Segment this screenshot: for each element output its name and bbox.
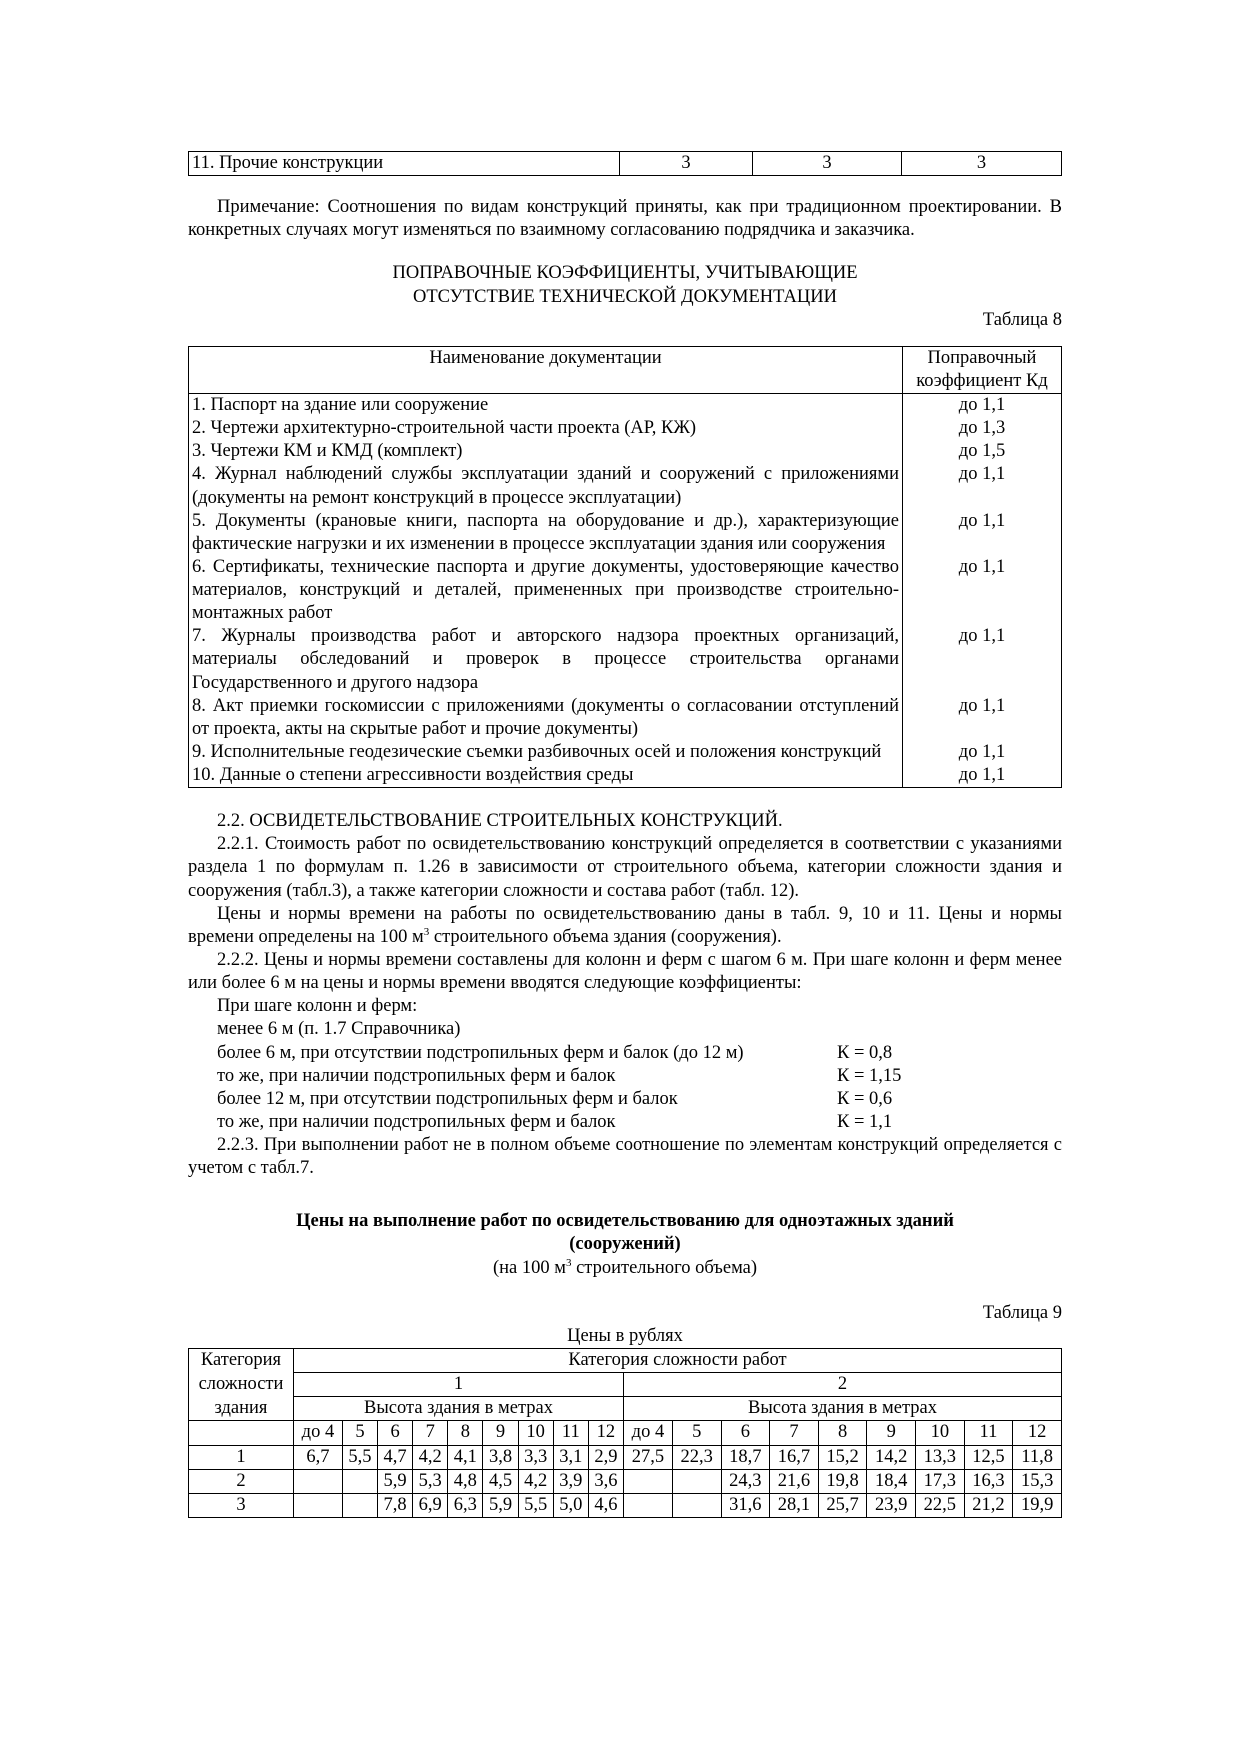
height-header: 12 [588, 1421, 623, 1445]
table-9-subheading [188, 1257, 1062, 1280]
price-cell: 15,2 [818, 1445, 867, 1469]
heading-line: Цены на выполнение работ по освидетельствованию для одноэтажных зданий [296, 1211, 954, 1232]
coefficient-value: К = 0,8 [837, 1042, 893, 1063]
price-cell [624, 1493, 673, 1517]
table-row [189, 625, 1062, 694]
table-header-row [189, 1373, 1062, 1397]
section-title: 2.2. ОСВИДЕТЕЛЬСТВОВАНИЕ СТРОИТЕЛЬНЫХ КОНСТРУКЦИЙ. [217, 811, 783, 832]
price-cell [294, 1469, 343, 1493]
heading-line: (сооружений) [569, 1234, 681, 1255]
price-cell [624, 1469, 673, 1493]
price-cell: 13,3 [916, 1445, 965, 1469]
coefficient-cell: до 1,5 [903, 440, 1062, 463]
coefficient-label: более 12 м, при отсутствии подстропильных ферм и балок [217, 1088, 678, 1109]
coefficient-cell: до 1,1 [903, 625, 1062, 694]
paragraph-line: При шаге колонн и ферм: [217, 996, 418, 1017]
table-cell: 3 [620, 152, 753, 176]
price-cell: 15,3 [1013, 1469, 1062, 1493]
height-header: 12 [1013, 1421, 1062, 1445]
column-header: Высота здания в метрах [624, 1397, 1062, 1421]
price-cell [672, 1469, 721, 1493]
height-header: 7 [413, 1421, 448, 1445]
height-header: 5 [672, 1421, 721, 1445]
price-cell: 23,9 [867, 1493, 916, 1517]
price-cell: 31,6 [721, 1493, 770, 1517]
coefficient-cell: до 1,1 [903, 556, 1062, 625]
coefficient-cell: до 1,1 [903, 510, 1062, 556]
document-name-cell: 6. Сертификаты, технические паспорта и другие документы, удостоверяющие качество материалов, конструкций и деталей, примененных при производстве строительно-монтажных работ [189, 556, 903, 625]
height-header: 8 [448, 1421, 483, 1445]
superscript: 3 [423, 925, 430, 938]
height-header: 7 [770, 1421, 819, 1445]
height-header: 10 [916, 1421, 965, 1445]
price-cell: 24,3 [721, 1469, 770, 1493]
price-cell: 11,8 [1013, 1445, 1062, 1469]
price-cell: 16,3 [964, 1469, 1013, 1493]
price-cell: 3,1 [553, 1445, 588, 1469]
height-header: 9 [483, 1421, 518, 1445]
price-cell: 4,6 [588, 1493, 623, 1517]
price-cell: 12,5 [964, 1445, 1013, 1469]
price-cell: 5,9 [378, 1469, 413, 1493]
document-name-cell: 2. Чертежи архитектурно-строительной части проекта (АР, КЖ) [189, 417, 903, 440]
price-cell: 14,2 [867, 1445, 916, 1469]
height-header: до 4 [294, 1421, 343, 1445]
subheading-text: строительного объема) [571, 1257, 758, 1278]
coefficient-label: то же, при наличии подстропильных ферм и балок [217, 1111, 616, 1132]
document-name-cell: 3. Чертежи КМ и КМД (комплект) [189, 440, 903, 463]
paragraph: 2.2.2. Цены и нормы времени составлены для колонн и ферм с шагом 6 м. При шаге колонн и ферм менее или более 6 м на цены и нормы времени вводятся следующие коэффициенты: [188, 950, 1062, 994]
paragraph: 2.2.3. При выполнении работ не в полном объеме соотношение по элементам конструкций определяется с учетом с табл.7. [188, 1135, 1062, 1179]
heading-line: ОТСУТСТВИЕ ТЕХНИЧЕСКОЙ ДОКУМЕНТАЦИИ [413, 286, 837, 307]
superscript: 3 [565, 1256, 572, 1269]
table-9 [188, 1348, 1062, 1518]
column-header: здания [189, 1397, 294, 1421]
table-8 [188, 346, 1062, 788]
document-name-cell: 9. Исполнительные геодезические съемки разбивочных осей и положения конструкций [189, 741, 903, 764]
document-name-cell: 8. Акт приемки госкомиссии с приложениями (документы о согласовании отступлений от проекта, акты на скрытые работ и прочие документы) [189, 695, 903, 741]
price-cell: 3,3 [518, 1445, 553, 1469]
price-cell: 4,8 [448, 1469, 483, 1493]
column-header: Высота здания в метрах [294, 1397, 624, 1421]
table-caption: Цены в рублях [567, 1325, 683, 1346]
price-cell: 5,3 [413, 1469, 448, 1493]
document-page [188, 151, 1062, 1518]
table-header-row [189, 1397, 1062, 1421]
height-header: 11 [553, 1421, 588, 1445]
price-cell [342, 1493, 377, 1517]
price-cell: 4,1 [448, 1445, 483, 1469]
price-cell: 3,8 [483, 1445, 518, 1469]
price-cell: 7,8 [378, 1493, 413, 1517]
table-row [189, 1445, 1062, 1469]
coefficient-value: К = 1,1 [837, 1111, 893, 1132]
price-cell: 19,8 [818, 1469, 867, 1493]
price-cell [672, 1493, 721, 1517]
table-row [189, 1493, 1062, 1517]
table-header-row [189, 1349, 1062, 1373]
empty-cell [189, 1421, 294, 1445]
price-cell: 22,5 [916, 1493, 965, 1517]
document-name-cell: 1. Паспорт на здание или сооружение [189, 394, 903, 418]
coefficient-cell: до 1,1 [903, 463, 1062, 509]
coefficient-cell: до 1,1 [903, 394, 1062, 418]
price-cell: 25,7 [818, 1493, 867, 1517]
price-cell: 19,9 [1013, 1493, 1062, 1517]
subheading-text: (на 100 м [492, 1257, 566, 1278]
column-header: сложности [189, 1373, 294, 1397]
height-header: 6 [721, 1421, 770, 1445]
table-header-row [189, 346, 1062, 393]
coefficient-value: К = 1,15 [837, 1065, 902, 1086]
table-number: Таблица 9 [982, 1302, 1062, 1323]
height-header: до 4 [624, 1421, 673, 1445]
price-cell: 2,9 [588, 1445, 623, 1469]
paragraph-text: строительного объема здания (сооружения). [429, 926, 782, 947]
coefficient-list [188, 1042, 1062, 1135]
document-name-cell: 4. Журнал наблюдений службы эксплуатации зданий и сооружений с приложениями (документы на ремонт конструкций в процессе эксплуатации) [189, 463, 903, 509]
price-cell: 5,5 [342, 1445, 377, 1469]
paragraph: 2.2.1. Стоимость работ по освидетельствованию конструкций определяется в соответствии с указаниями раздела 1 по формулам п. 1.26 в зависимости от строительного объема, категории сложности здания и сооружения (табл.3), а также категории сложности и состава работ (табл. 12). [188, 834, 1062, 901]
coefficient-cell: до 1,1 [903, 695, 1062, 741]
price-cell [342, 1469, 377, 1493]
price-cell: 17,3 [916, 1469, 965, 1493]
table-row [189, 394, 1062, 418]
height-header: 5 [342, 1421, 377, 1445]
price-cell: 27,5 [624, 1445, 673, 1469]
coefficient-cell: до 1,1 [903, 764, 1062, 788]
document-name-cell: 5. Документы (крановые книги, паспорта на оборудование и др.), характеризующие фактические нагрузки и их изменении в процессе эксплуатации здания или сооружения [189, 510, 903, 556]
price-cell: 21,6 [770, 1469, 819, 1493]
column-header: Поправочный коэффициент Кд [903, 346, 1062, 393]
height-header: 8 [818, 1421, 867, 1445]
column-header: Категория [189, 1349, 294, 1373]
price-cell: 4,7 [378, 1445, 413, 1469]
column-header: 2 [624, 1373, 1062, 1397]
document-name-cell: 10. Данные о степени агрессивности воздействия среды [189, 764, 903, 788]
height-header: 10 [518, 1421, 553, 1445]
price-cell: 6,9 [413, 1493, 448, 1517]
note-paragraph: Примечание: Соотношения по видам конструкций приняты, как при традиционном проектировании. В конкретных случаях могут изменяться по взаимному согласованию подрядчика и заказчика. [188, 197, 1062, 241]
price-cell: 4,5 [483, 1469, 518, 1493]
table-header-row [189, 1421, 1062, 1445]
paragraph [188, 903, 1062, 949]
table-9-heading [188, 1210, 1062, 1256]
coefficient-line [188, 1065, 1062, 1088]
heading-line: ПОПРАВОЧНЫЕ КОЭФФИЦИЕНТЫ, УЧИТЫВАЮЩИЕ [392, 263, 858, 284]
table-row [189, 764, 1062, 788]
table-number: Таблица 8 [982, 309, 1062, 330]
table-row [189, 463, 1062, 509]
price-cell: 5,0 [553, 1493, 588, 1517]
price-cell: 22,3 [672, 1445, 721, 1469]
column-header: 1 [294, 1373, 624, 1397]
price-cell: 6,3 [448, 1493, 483, 1517]
price-cell: 5,9 [483, 1493, 518, 1517]
coefficient-label: то же, при наличии подстропильных ферм и балок [217, 1065, 616, 1086]
paragraph-text: Цены и нормы времени на работы по освидетельствованию даны в табл. 9, 10 и 11. Цены и нормы времени определены на 100 м [188, 903, 1062, 947]
column-header: Наименование документации [189, 346, 903, 393]
column-header: Категория сложности работ [294, 1349, 1062, 1373]
table-7-tail [188, 151, 1062, 176]
price-cell: 3,9 [553, 1469, 588, 1493]
price-cell: 18,7 [721, 1445, 770, 1469]
table-cell: 3 [753, 152, 902, 176]
coefficient-value: К = 0,6 [837, 1088, 893, 1109]
coefficient-cell: до 1,3 [903, 417, 1062, 440]
table-cell: 11. Прочие конструкции [189, 152, 620, 176]
height-header: 6 [378, 1421, 413, 1445]
height-header: 9 [867, 1421, 916, 1445]
paragraph-line: менее 6 м (п. 1.7 Справочника) [217, 1019, 461, 1040]
price-cell: 16,7 [770, 1445, 819, 1469]
price-cell: 6,7 [294, 1445, 343, 1469]
table-row [189, 152, 1062, 176]
price-cell: 21,2 [964, 1493, 1013, 1517]
coefficient-line [188, 1088, 1062, 1111]
coefficient-cell: до 1,1 [903, 741, 1062, 764]
table-row [189, 695, 1062, 741]
price-cell: 18,4 [867, 1469, 916, 1493]
table-row [189, 510, 1062, 556]
height-header: 11 [964, 1421, 1013, 1445]
table-row [189, 1469, 1062, 1493]
table-row [189, 440, 1062, 463]
price-cell: 5,5 [518, 1493, 553, 1517]
section-2-2 [188, 810, 1062, 1180]
document-name-cell: 7. Журналы производства работ и авторского надзора проектных организаций, материалы обследований и проверок в процессе строительства органами Государственного и другого надзора [189, 625, 903, 694]
table-8-heading [188, 262, 1062, 308]
coefficient-line [188, 1111, 1062, 1134]
category-cell: 3 [189, 1493, 294, 1517]
price-cell: 4,2 [413, 1445, 448, 1469]
category-cell: 1 [189, 1445, 294, 1469]
category-cell: 2 [189, 1469, 294, 1493]
price-cell [294, 1493, 343, 1517]
table-cell: 3 [902, 152, 1062, 176]
table-row [189, 417, 1062, 440]
price-cell: 28,1 [770, 1493, 819, 1517]
price-cell: 4,2 [518, 1469, 553, 1493]
table-9-block [188, 1302, 1062, 1518]
coefficient-line [188, 1042, 1062, 1065]
table-row [189, 556, 1062, 625]
coefficient-label: более 6 м, при отсутствии подстропильных ферм и балок (до 12 м) [217, 1042, 744, 1063]
table-row [189, 741, 1062, 764]
price-cell: 3,6 [588, 1469, 623, 1493]
